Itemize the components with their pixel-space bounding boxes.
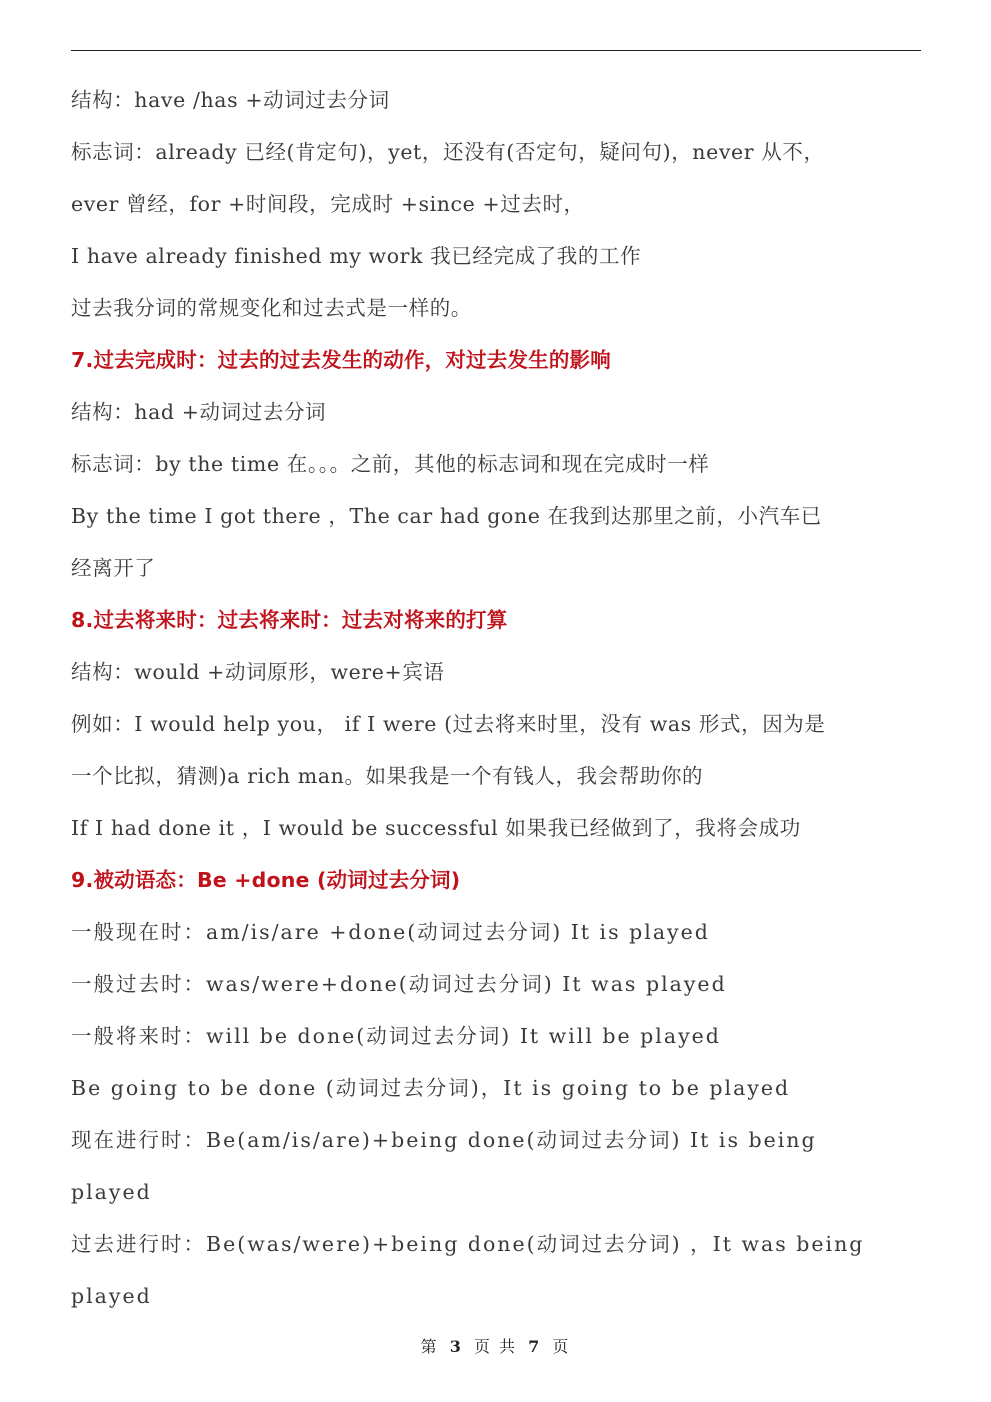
signal-words-line: 标志词：by the time 在。。。之前，其他的标志词和现在完成时一样	[71, 452, 710, 476]
section-heading-passive-voice: 9.被动语态：Be +done (动词过去分词)	[71, 868, 461, 892]
passive-simple-present: 一般现在时：am/is/are +done(动词过去分词) It is played	[71, 920, 710, 944]
top-rule	[71, 50, 921, 51]
current-page-number: 3	[449, 1337, 463, 1356]
passive-past-progressive-cont: played	[71, 1284, 152, 1308]
passive-present-progressive-cont: played	[71, 1180, 152, 1204]
passive-simple-past: 一般过去时：was/were+done(动词过去分词) It was played	[71, 972, 727, 996]
passive-present-progressive: 现在进行时：Be(am/is/are)+being done(动词过去分词) It is being	[71, 1128, 817, 1152]
structure-line: 结构：had +动词过去分词	[71, 400, 327, 424]
passive-simple-future: 一般将来时：will be done(动词过去分词) It will be played	[71, 1024, 721, 1048]
example-line: By the time I got there ，The car had gone 在我到达那里之前，小汽车已	[71, 504, 822, 528]
structure-line: 结构：would +动词原形，were+宾语	[71, 660, 445, 684]
section-heading-past-future: 8.过去将来时：过去将来时：过去对将来的打算	[71, 608, 508, 632]
footer-suffix: 页	[552, 1337, 571, 1356]
total-page-number: 7	[528, 1337, 542, 1356]
document-body	[71, 74, 921, 1322]
passive-going-to: Be going to be done (动词过去分词)，It is going to be played	[71, 1076, 791, 1100]
signal-words-line-cont: ever 曾经，for +时间段，完成时 +since +过去时，	[71, 192, 585, 216]
footer-middle: 页 共	[473, 1337, 518, 1356]
structure-line: 结构：have /has +动词过去分词	[71, 88, 390, 112]
example-line: 例如：I would help you， if I were (过去将来时里，没有 was 形式，因为是	[71, 712, 826, 736]
note-line: 过去我分词的常规变化和过去式是一样的。	[71, 296, 472, 320]
page-footer	[0, 1334, 991, 1357]
passive-past-progressive: 过去进行时：Be(was/were)+being done(动词过去分词) ，It was being	[71, 1232, 865, 1256]
example-line: If I had done it ，I would be successful 如果我已经做到了，我将会成功	[71, 816, 801, 840]
footer-prefix: 第	[420, 1337, 439, 1356]
example-line-cont: 一个比拟，猜测)a rich man。如果我是一个有钱人，我会帮助你的	[71, 764, 704, 788]
signal-words-line: 标志词：already 已经(肯定句)，yet，还没有(否定句，疑问句)，never 从不，	[71, 140, 825, 164]
example-line: I have already finished my work 我已经完成了我的工作	[71, 244, 642, 268]
example-line-cont: 经离开了	[71, 556, 156, 580]
section-heading-past-perfect: 7.过去完成时：过去的过去发生的动作，对过去发生的影响	[71, 348, 611, 372]
